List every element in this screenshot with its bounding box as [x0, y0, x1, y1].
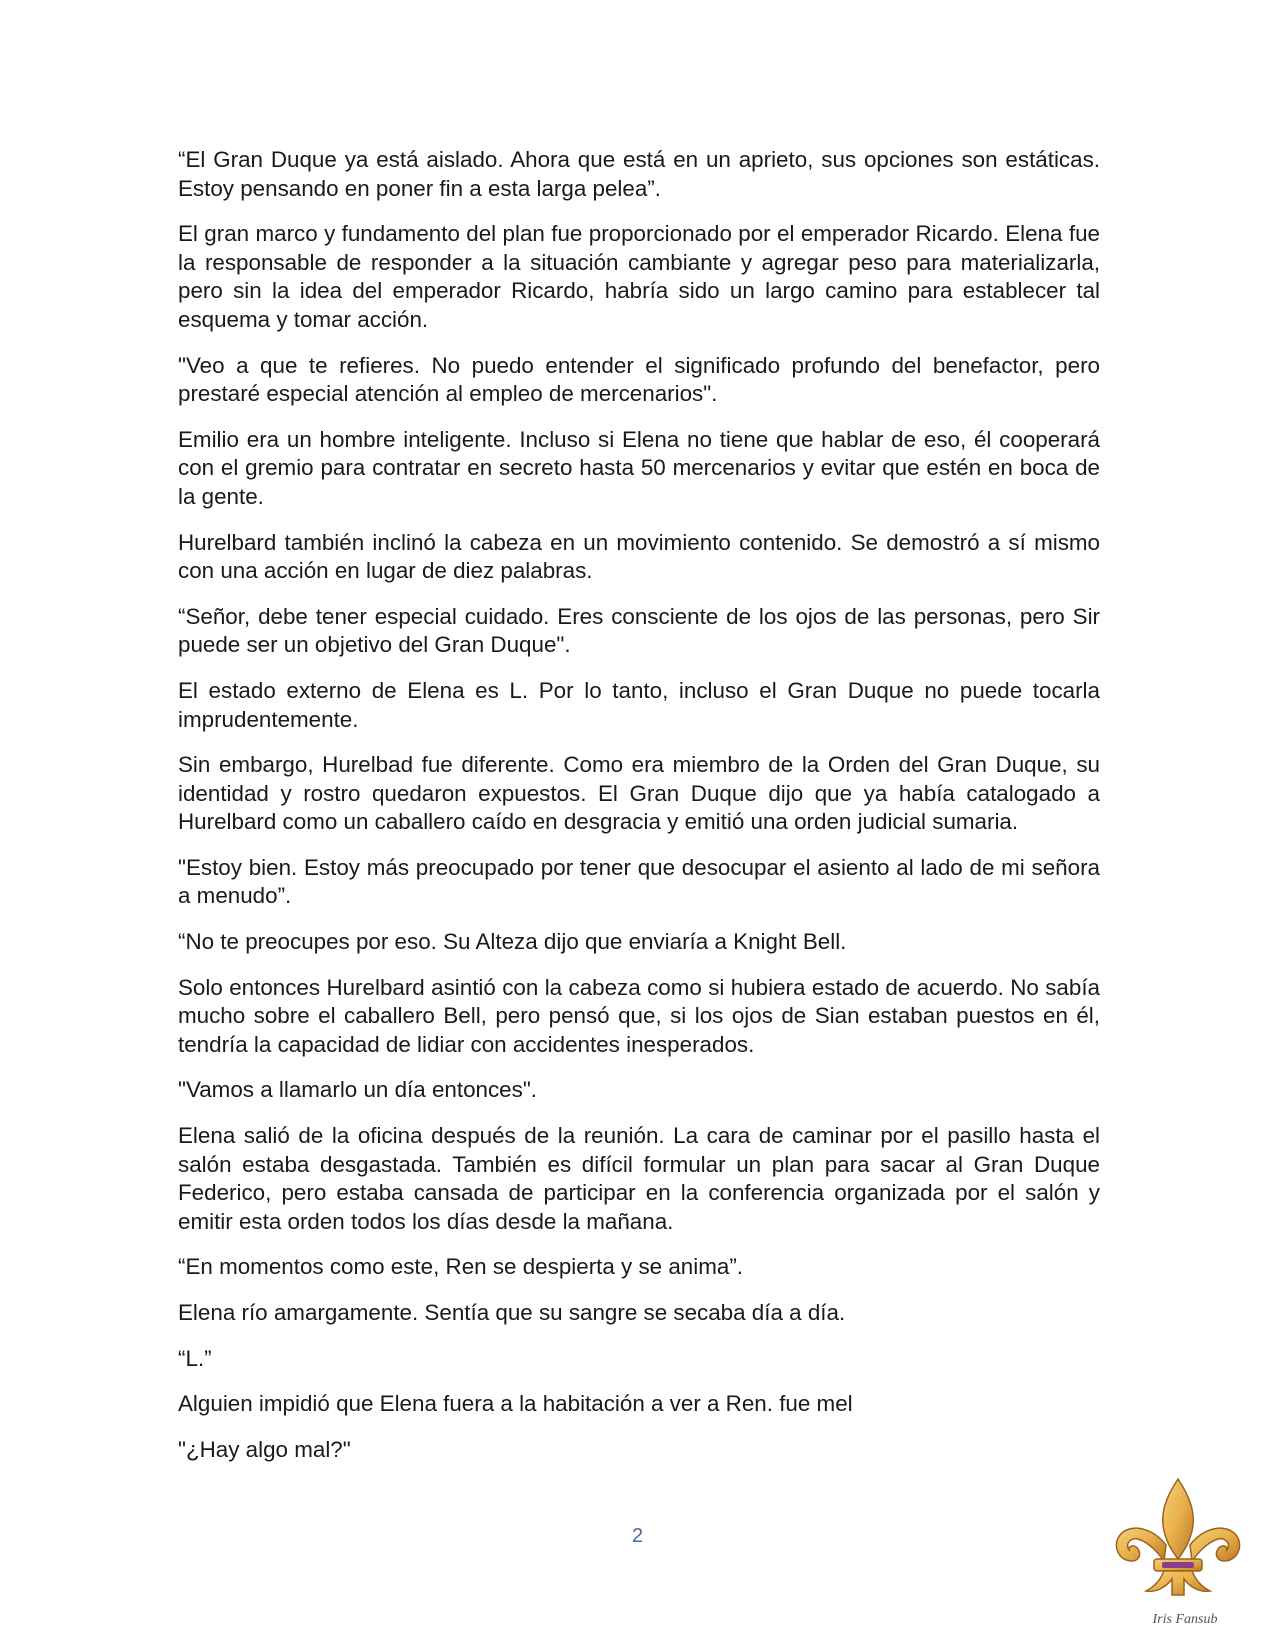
paragraph: “El Gran Duque ya está aislado. Ahora que está en un aprieto, sus opciones son estáticas. Estoy pensando en poner fin a esta larga pelea”.: [178, 147, 1100, 201]
paragraph: Hurelbard también inclinó la cabeza en un movimiento contenido. Se demostró a sí mismo con una acción en lugar de diez palabras.: [178, 529, 1100, 584]
paragraph: "Vamos a llamarlo un día entonces".: [178, 1077, 537, 1103]
paragraph: Elena río amargamente. Sentía que su sangre se secaba día a día.: [178, 1300, 846, 1325]
paragraph: Sin embargo, Hurelbad fue diferente. Como era miembro de la Orden del Gran Duque, su identidad y rostro quedaron expuestos. El Gran Duque dijo que ya había catalogado a Hurelbard como un caballero caído en desgracia y emitió una orden judicial sumaria.: [178, 752, 1100, 835]
paragraph: El estado externo de Elena es L. Por lo tanto, incluso el Gran Duque no puede tocarla imprudentemente.: [178, 677, 1100, 732]
paragraph: Emilio era un hombre inteligente. Incluso si Elena no tiene que hablar de eso, él cooperará con el gremio para contratar en secreto hasta 50 mercenarios y evitar que estén en boca de la gente.: [178, 426, 1100, 509]
paragraph: "¿Hay algo mal?": [178, 1436, 351, 1462]
paragraph: Elena salió de la oficina después de la reunión. La cara de caminar por el pasillo hasta el salón estaba desgastada. También es difícil formular un plan para sacar al Gran Duque Federico, pero estaba cansada de participar en la conferencia organizada por el salón y emitir esta orden todos los días desde la mañana.: [178, 1123, 1100, 1234]
page-number: 2: [631, 1525, 644, 1547]
paragraph: “L.”: [178, 1345, 212, 1371]
document-body: [178, 146, 1100, 1481]
paragraph: “En momentos como este, Ren se despierta y se anima”.: [178, 1254, 743, 1280]
paragraph: El gran marco y fundamento del plan fue proporcionado por el emperador Ricardo. Elena fue la responsable de responder a la situación cambiante y agregar peso para materializarla, pero sin la idea del emperador Ricardo, habría sido un largo camino para establecer tal esquema y tomar acción.: [178, 221, 1100, 332]
paragraph: Alguien impidió que Elena fuera a la habitación a ver a Ren. fue mel: [178, 1391, 853, 1417]
paragraph: "Veo a que te refieres. No puedo entender el significado profundo del benefactor, pero prestaré especial atención al empleo de mercenarios".: [178, 352, 1100, 407]
paragraph: “Señor, debe tener especial cuidado. Eres consciente de los ojos de las personas, pero Sir puede ser un objetivo del Gran Duque".: [178, 603, 1100, 658]
fleur-de-lis-icon: [1108, 1475, 1248, 1600]
paragraph: "Estoy bien. Estoy más preocupado por tener que desocupar el asiento al lado de mi señora a menudo”.: [178, 854, 1100, 909]
logo-caption: Iris Fansub: [1152, 1612, 1218, 1627]
paragraph: Solo entonces Hurelbard asintió con la cabeza como si hubiera estado de acuerdo. No sabía mucho sobre el caballero Bell, pero pensó que, si los ojos de Sian estaban puestos en él, tendría la capacidad de lidiar con accidentes inesperados.: [178, 974, 1100, 1057]
paragraph: “No te preocupes por eso. Su Alteza dijo que enviaría a Knight Bell.: [178, 929, 847, 955]
